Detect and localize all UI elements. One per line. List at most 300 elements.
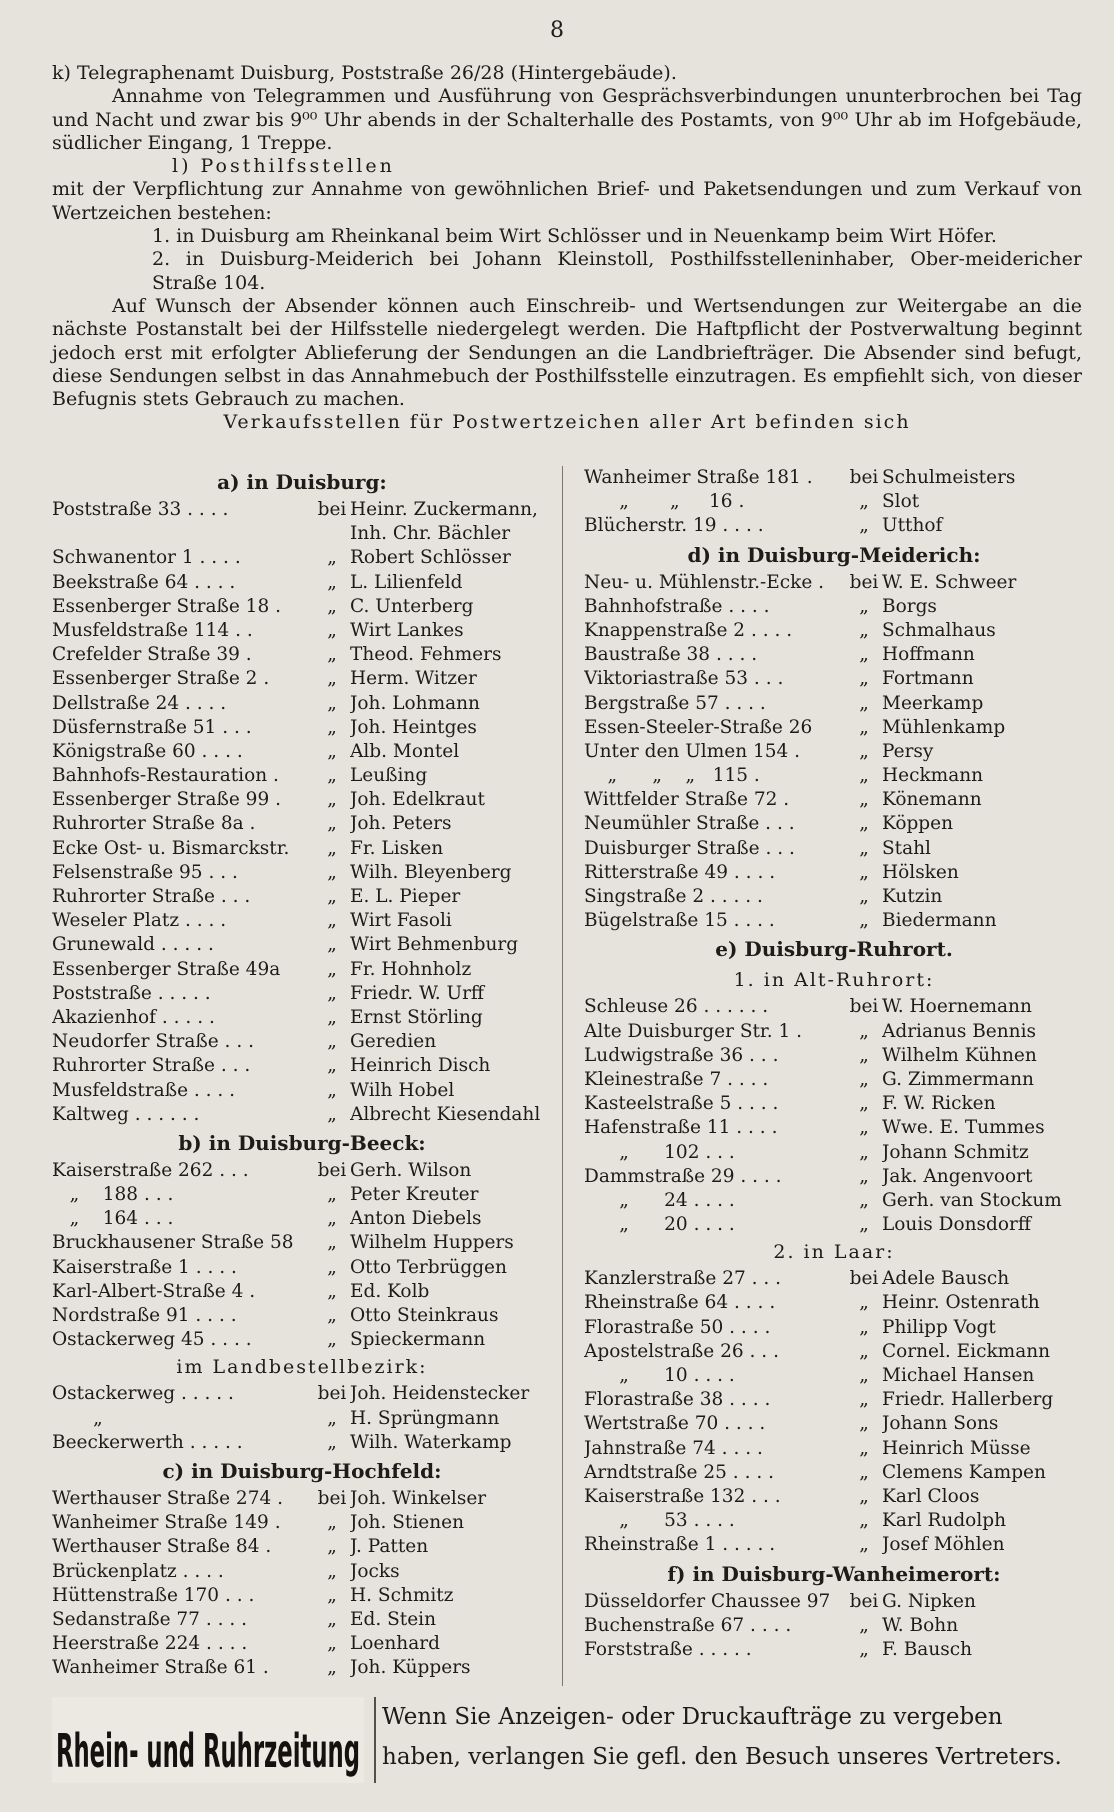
- street-address: Knappenstraße 2 . . . .: [584, 619, 793, 641]
- vendor-name: Jak. Angenvoort: [882, 1165, 1033, 1187]
- vendor-name: Anton Diebels: [350, 1208, 482, 1230]
- street-address: Heerstraße 224 . . . .: [52, 1633, 248, 1655]
- vendor-name: Adrianus Bennis: [882, 1020, 1036, 1042]
- street-address: Akazienhof . . . . .: [52, 1006, 215, 1028]
- ad-line-1: Wenn Sie Anzeigen- oder Druckaufträge zu vergeben: [382, 1704, 1003, 1730]
- vendor-name: W. Hoernemann: [882, 996, 1032, 1018]
- vendor-name: Fr. Hohnholz: [350, 958, 472, 980]
- street-address: Buchenstraße 67 . . . .: [584, 1614, 792, 1636]
- street-address: Neumühler Straße . . .: [584, 813, 795, 835]
- vendor-name: Schmalhaus: [882, 619, 996, 641]
- listing-row: [52, 1487, 552, 1511]
- bei-marker: „: [327, 619, 337, 641]
- bei-marker: „: [859, 1316, 869, 1338]
- vendor-name: Joh. Stienen: [350, 1512, 464, 1534]
- vendor-name: Theod. Fehmers: [350, 644, 502, 666]
- vendor-name: Utthof: [882, 515, 943, 537]
- listing-row: [52, 1079, 552, 1103]
- telegraph-heading: k) Telegraphenamt Duisburg, Poststraße 26/28 (Hintergebäude).: [52, 62, 677, 84]
- listing-row: [52, 716, 552, 740]
- vendor-name: Heinr. Ostenrath: [882, 1292, 1040, 1314]
- listing-row: [584, 692, 1084, 716]
- page-number: 8: [550, 18, 564, 43]
- street-address: Ostackerweg 45 . . . .: [52, 1329, 252, 1351]
- bei-marker: „: [859, 1117, 869, 1139]
- vendor-name: Wirt Lankes: [350, 619, 464, 641]
- listing-row: [584, 909, 1084, 933]
- bei-marker: „: [327, 1256, 337, 1278]
- vendor-name: Wilh. Waterkamp: [350, 1431, 512, 1453]
- vendor-name: L. Lilienfeld: [350, 571, 463, 593]
- bei-marker: „: [327, 668, 337, 690]
- listing-row: [52, 595, 552, 619]
- vendor-name: Loenhard: [350, 1633, 440, 1655]
- vendor-name: Louis Donsdorff: [882, 1214, 1031, 1236]
- listing-row: [52, 1584, 552, 1608]
- listing-row: [584, 1267, 1084, 1291]
- bei-marker: „: [327, 837, 337, 859]
- street-address: Ruhrorter Straße 8a .: [52, 813, 256, 835]
- bei-marker: „: [859, 789, 869, 811]
- listing-row: [52, 909, 552, 933]
- bei-marker: „: [859, 1461, 869, 1483]
- street-address: Kanzlerstraße 27 . . .: [584, 1268, 782, 1290]
- street-address: Rheinstraße 64 . . . .: [584, 1292, 776, 1314]
- bei-marker: „: [327, 1184, 337, 1206]
- bei-marker: „: [327, 910, 337, 932]
- street-address: Wanheimer Straße 181 .: [584, 467, 813, 488]
- street-address: Dammstraße 29 . . . .: [584, 1165, 782, 1187]
- bei-marker: „: [327, 813, 337, 835]
- street-address: Kasteelstraße 5 . . . .: [584, 1093, 779, 1115]
- vendor-name: Ed. Stein: [350, 1608, 436, 1630]
- bei-marker: „: [859, 595, 869, 617]
- street-address: Essenberger Straße 99 .: [52, 789, 281, 811]
- bei-marker: „: [327, 595, 337, 617]
- district-heading: d) in Duisburg-Meiderich:: [687, 542, 981, 567]
- vendor-name: F. W. Ricken: [882, 1093, 996, 1115]
- vendor-name: Slot: [882, 491, 920, 513]
- listing-row: [584, 1189, 1084, 1213]
- listing-row: [52, 982, 552, 1006]
- listing-row: [52, 788, 552, 812]
- listing-row: [584, 1533, 1084, 1557]
- listing-row: [584, 1614, 1084, 1638]
- intro-section: [52, 62, 1082, 435]
- bei-marker: „: [327, 1006, 337, 1028]
- vendor-name: Heinrich Müsse: [882, 1437, 1031, 1459]
- bei-marker: „: [327, 716, 337, 738]
- bei-marker: „: [327, 982, 337, 1004]
- street-address: Kaiserstraße 132 . . .: [584, 1485, 781, 1507]
- vendor-name: Michael Hansen: [882, 1365, 1035, 1386]
- bei-marker: [314, 522, 350, 546]
- street-address: „ 102 . . .: [584, 1141, 735, 1163]
- street-address: Bergstraße 57 . . . .: [584, 692, 766, 714]
- listing-row: [52, 546, 552, 570]
- street-address: „: [52, 1407, 103, 1429]
- listing-row: [52, 1030, 552, 1054]
- street-address: Weseler Platz . . . .: [52, 910, 227, 932]
- listing-row: [584, 788, 1084, 812]
- vendor-name: Wilh Hobel: [350, 1079, 455, 1101]
- vendor-name: J. Patten: [350, 1536, 429, 1558]
- bei-marker: „: [327, 1512, 337, 1534]
- listing-row: [52, 619, 552, 643]
- street-address: Karl-Albert-Straße 4 .: [52, 1280, 256, 1302]
- vendor-name: Biedermann: [882, 910, 997, 932]
- street-address: Alte Duisburger Str. 1 .: [584, 1020, 803, 1042]
- street-address: Wanheimer Straße 149 .: [52, 1512, 281, 1534]
- district-heading: b) in Duisburg-Beeck:: [178, 1130, 426, 1155]
- vendor-name: Philipp Vogt: [882, 1316, 996, 1338]
- bei-marker: „: [327, 1055, 337, 1077]
- vendor-name: Schulmeisters: [882, 467, 1016, 488]
- bei-marker: „: [859, 1389, 869, 1411]
- bei-marker: „: [859, 813, 869, 835]
- street-address: Düsfernstraße 51 . . .: [52, 716, 252, 738]
- vendor-name: Geredien: [350, 1031, 437, 1053]
- vendor-name: Adele Bausch: [882, 1268, 1010, 1290]
- listing-row: [584, 1590, 1084, 1614]
- street-address: Blücherstr. 19 . . . .: [584, 515, 764, 537]
- listing-row: [584, 812, 1084, 836]
- bei-marker: „: [859, 1044, 869, 1066]
- listing-row: [584, 619, 1084, 643]
- listing-row: [52, 1407, 552, 1431]
- logo-text: Rhein- und Ruhrzeitung: [56, 1724, 360, 1778]
- street-address: Jahnstraße 74 . . . .: [584, 1437, 763, 1459]
- bei-marker: „: [327, 1280, 337, 1302]
- listing-row: [584, 490, 1084, 514]
- listing-row: [584, 764, 1084, 788]
- bei-marker: „: [327, 1031, 337, 1053]
- street-address: Schleuse 26 . . . . . .: [584, 996, 769, 1018]
- street-address: Wittfelder Straße 72 .: [584, 789, 790, 811]
- vendor-name: Gerh. van Stockum: [882, 1189, 1062, 1211]
- vendor-name: E. L. Pieper: [350, 886, 461, 907]
- listing-row: [52, 812, 552, 836]
- listing-row: [584, 1141, 1084, 1165]
- street-address: Musfeldstraße . . . .: [52, 1079, 236, 1101]
- listing-row: [52, 1103, 552, 1127]
- listing-row: [52, 571, 552, 595]
- vendor-name: Heinrich Disch: [350, 1055, 491, 1077]
- bei-marker: „: [327, 1584, 337, 1606]
- street-address: Essenberger Straße 18 .: [52, 595, 281, 617]
- street-address: Essen-Steeler-Straße 26: [584, 716, 813, 738]
- vendor-name: Persy: [882, 740, 934, 762]
- street-address: Essenberger Straße 49a: [52, 958, 281, 980]
- vendor-name: Josef Möhlen: [882, 1534, 1005, 1556]
- street-address: Dellstraße 24 . . . .: [52, 692, 227, 714]
- bei-marker: „: [859, 619, 869, 641]
- vendor-name: Ernst Störling: [350, 1006, 483, 1028]
- listing-row: [584, 995, 1084, 1019]
- street-address: „ 24 . . . .: [584, 1189, 735, 1211]
- bei-marker: „: [327, 1329, 337, 1351]
- bei-marker: „: [859, 1340, 869, 1362]
- bei-marker: „: [859, 644, 869, 666]
- bei-marker: „: [327, 886, 337, 907]
- listing-row: [584, 740, 1084, 764]
- bei-marker: „: [327, 740, 337, 762]
- vendor-name: Joh. Peters: [350, 813, 452, 835]
- listing-row: [52, 861, 552, 885]
- listing-row: [52, 522, 552, 546]
- vendor-name: Peter Kreuter: [350, 1184, 479, 1206]
- bei-marker: „: [859, 886, 869, 907]
- vendor-name: Heckmann: [882, 765, 984, 787]
- bei-marker: „: [859, 1437, 869, 1459]
- vendor-name: Cornel. Eickmann: [882, 1340, 1051, 1362]
- street-address: Arndtstraße 25 . . . .: [584, 1461, 774, 1483]
- street-address: Viktoriastraße 53 . . .: [584, 668, 784, 690]
- subdistrict-heading: 2. in Laar:: [773, 1241, 895, 1264]
- bei-marker: „: [859, 765, 869, 787]
- hilfsstelle-item-1: 1. in Duisburg am Rheinkanal beim Wirt Schlösser und in Neuenkamp beim Wirt Höfer.: [152, 225, 997, 248]
- bei-marker: „: [327, 1079, 337, 1101]
- vendor-name: Joh. Edelkraut: [350, 789, 485, 811]
- bei-marker: „: [327, 1657, 337, 1679]
- vendor-name: Fortmann: [882, 668, 974, 690]
- street-address: Neu- u. Mühlenstr.-Ecke .: [584, 571, 825, 593]
- bei-marker: „: [859, 515, 869, 537]
- listing-row: [52, 1535, 552, 1559]
- vendor-name: Inh. Chr. Bächler: [350, 523, 511, 545]
- street-address: Florastraße 50 . . . .: [584, 1316, 771, 1338]
- vendor-name: Spieckermann: [350, 1329, 486, 1351]
- listing-row: [52, 1632, 552, 1656]
- street-address: Ostackerweg . . . . .: [52, 1383, 234, 1405]
- vendor-name: Gerh. Wilson: [350, 1159, 472, 1181]
- hilfsstelle-item-2: 2. in Duisburg-Meiderich bei Johann Kleinstoll, Posthilfsstelleninhaber, Ober-meidericher Straße 104.: [152, 248, 1082, 294]
- street-address: „ 188 . . .: [52, 1184, 174, 1206]
- bei-marker: „: [327, 692, 337, 714]
- bei-marker: „: [327, 1536, 337, 1558]
- bei-marker: „: [859, 1365, 869, 1386]
- street-address: „ 164 . . .: [52, 1208, 174, 1230]
- bei-marker: „: [327, 1232, 337, 1254]
- bei-marker: „: [327, 547, 337, 569]
- vendor-name: Joh. Lohmann: [350, 692, 480, 714]
- street-address: Hafenstraße 11 . . . .: [584, 1117, 778, 1139]
- vendor-name: Otto Steinkraus: [350, 1305, 499, 1326]
- vendor-name: Fr. Lisken: [350, 837, 444, 859]
- bei-marker: „: [859, 1510, 869, 1532]
- listing-row: [52, 643, 552, 667]
- street-address: Ludwigstraße 36 . . .: [584, 1044, 779, 1066]
- listing-row: [584, 716, 1084, 740]
- district-heading: f) in Duisburg-Wanheimerort:: [667, 1561, 1001, 1586]
- street-address: Kaltweg . . . . . .: [52, 1103, 200, 1125]
- listing-row: [52, 1560, 552, 1584]
- street-address: Neudorfer Straße . . .: [52, 1031, 254, 1053]
- street-address: Bruckhausener Straße 58: [52, 1232, 294, 1254]
- listing-row: [52, 692, 552, 716]
- listing-row: [584, 1092, 1084, 1116]
- vendor-name: Wwe. E. Tummes: [882, 1117, 1045, 1139]
- listing-row: [584, 1044, 1084, 1068]
- street-address: Kaiserstraße 1 . . . .: [52, 1256, 237, 1278]
- listing-row: [52, 885, 552, 909]
- street-address: Kaiserstraße 262 . . .: [52, 1159, 249, 1181]
- advertisement-text: [374, 1697, 1114, 1783]
- vendor-name: Joh. Winkelser: [350, 1487, 487, 1509]
- street-address: Werthauser Straße 274 .: [52, 1487, 283, 1509]
- bei-marker: bei: [317, 1159, 347, 1181]
- bei-marker: bei: [849, 1268, 879, 1290]
- listing-row: [52, 1054, 552, 1078]
- listing-row: [52, 1183, 552, 1207]
- street-address: Duisburger Straße . . .: [584, 837, 795, 859]
- listing-row: [584, 571, 1084, 595]
- listing-row: [52, 1159, 552, 1183]
- bei-marker: „: [327, 1208, 337, 1230]
- street-address: Ruhrorter Straße . . .: [52, 1055, 251, 1077]
- vendor-name: Johann Sons: [882, 1413, 999, 1435]
- vendor-name: Wilhelm Kühnen: [882, 1044, 1037, 1066]
- street-address: Schwanentor 1 . . . .: [52, 547, 241, 569]
- listing-row: [52, 1207, 552, 1231]
- column-divider: [562, 466, 563, 1686]
- vendor-name: Joh. Heidenstecker: [350, 1383, 530, 1405]
- listing-row: [584, 1412, 1084, 1436]
- bei-marker: „: [327, 1305, 337, 1326]
- rhein-ruhrzeitung-logo: [52, 1697, 364, 1783]
- vendor-name: Wilhelm Huppers: [350, 1232, 514, 1254]
- street-address: Ritterstraße 49 . . . .: [584, 861, 776, 883]
- vendor-name: Könemann: [882, 789, 982, 811]
- vendor-name: Otto Terbrüggen: [350, 1256, 507, 1278]
- street-address: Unter den Ulmen 154 .: [584, 740, 801, 762]
- vendor-name: C. Unterberg: [350, 595, 474, 617]
- bei-marker: bei: [849, 996, 879, 1018]
- vendor-name: H. Sprüngmann: [350, 1407, 500, 1429]
- listing-row: [584, 837, 1084, 861]
- vendor-name: W. E. Schweer: [882, 571, 1017, 593]
- vendor-name: G. Nipken: [882, 1590, 976, 1612]
- telegram-paragraph: Annahme von Telegrammen und Ausführung von Gesprächsverbindungen ununterbrochen bei Tag und Nacht und zwar bis 9⁰⁰ Uhr abends in der Schalterhalle des Postamts, von 9⁰⁰ Uhr ab im Hofgebäude, südlicher Eingang, 1 Treppe.: [52, 85, 1082, 154]
- bei-marker: bei: [317, 499, 347, 520]
- bei-marker: „: [327, 789, 337, 811]
- listing-row: [52, 1304, 552, 1328]
- listing-row: [52, 1231, 552, 1255]
- listing-row: [584, 1509, 1084, 1533]
- bei-marker: „: [327, 958, 337, 980]
- vendor-name: Borgs: [882, 595, 937, 617]
- bei-marker: „: [859, 716, 869, 738]
- listing-row: [584, 1437, 1084, 1461]
- vendor-name: Jocks: [350, 1560, 400, 1582]
- vendor-name: Hoffmann: [882, 644, 975, 666]
- bei-marker: bei: [317, 1487, 347, 1509]
- vendor-name: Kutzin: [882, 886, 943, 907]
- vendor-name: W. Bohn: [882, 1614, 959, 1636]
- street-address: „ 20 . . . .: [584, 1214, 735, 1236]
- listing-row: [52, 1511, 552, 1535]
- bei-marker: bei: [849, 1590, 879, 1612]
- street-address: Poststraße 33 . . . .: [52, 499, 229, 520]
- listing-row: [52, 1656, 552, 1680]
- bei-marker: „: [327, 934, 337, 956]
- posthilfsstellen-title: l) Posthilfsstellen: [172, 155, 395, 178]
- listing-row: [52, 498, 552, 522]
- listing-row: [584, 1213, 1084, 1237]
- listing-row: [52, 1006, 552, 1030]
- vendor-name: Wirt Fasoli: [350, 910, 452, 932]
- street-address: Hüttenstraße 170 . . .: [52, 1584, 255, 1606]
- vendor-name: Wirt Behmenburg: [350, 934, 519, 956]
- bei-marker: „: [859, 861, 869, 883]
- vendor-name: Karl Cloos: [882, 1485, 980, 1507]
- listing-row: [584, 885, 1084, 909]
- street-address: Königstraße 60 . . . .: [52, 740, 243, 762]
- listing-row: [584, 1638, 1084, 1662]
- street-address: „ 53 . . . .: [584, 1510, 735, 1532]
- posthilfsstellen-paragraph: mit der Verpflichtung zur Annahme von gewöhnlichen Brief- und Paketsendungen und zum Verkauf von Wertzeichen bestehen:: [52, 178, 1082, 224]
- vendor-name: Wilh. Bleyenberg: [350, 861, 512, 883]
- vendor-name: Ed. Kolb: [350, 1280, 430, 1302]
- listing-row: [52, 837, 552, 861]
- bei-marker: „: [859, 1214, 869, 1236]
- listing-row: [52, 1431, 552, 1455]
- listing-row: [52, 764, 552, 788]
- listing-row: [584, 1068, 1084, 1092]
- street-address: Wanheimer Straße 61 .: [52, 1657, 269, 1679]
- district-heading: c) in Duisburg-Hochfeld:: [162, 1458, 442, 1483]
- subdistrict-heading: im Landbestellbezirk:: [176, 1356, 428, 1379]
- street-address: Florastraße 38 . . . .: [584, 1389, 771, 1411]
- listing-row: [584, 1340, 1084, 1364]
- bei-marker: „: [327, 571, 337, 593]
- street-address: Baustraße 38 . . . .: [584, 644, 758, 666]
- vendor-name: Alb. Montel: [350, 740, 460, 762]
- listing-row: [584, 1116, 1084, 1140]
- advertisement-footer: [52, 1697, 1082, 1783]
- street-address: „ 10 . . . .: [584, 1365, 735, 1386]
- bei-marker: „: [859, 1093, 869, 1115]
- bei-marker: „: [859, 1485, 869, 1507]
- vendor-name: Stahl: [882, 837, 931, 859]
- street-address: Werthauser Straße 84 .: [52, 1536, 272, 1558]
- street-address: Beeckerwerth . . . . .: [52, 1431, 243, 1453]
- bei-marker: „: [859, 1189, 869, 1211]
- bei-marker: „: [859, 1141, 869, 1163]
- bei-marker: „: [859, 837, 869, 859]
- vendor-name: Heinr. Zuckermann,: [350, 499, 538, 520]
- bei-marker: „: [859, 1534, 869, 1556]
- vendor-name: G. Zimmermann: [882, 1068, 1034, 1090]
- vendor-name: F. Bausch: [882, 1638, 973, 1660]
- listing-row: [52, 1280, 552, 1304]
- bei-marker: „: [859, 910, 869, 932]
- street-address: „ „ „ 115 .: [584, 765, 760, 787]
- street-address: „ „ 16 .: [584, 491, 745, 513]
- street-address: Singstraße 2 . . . . .: [584, 886, 763, 907]
- listing-row: [584, 1461, 1084, 1485]
- vendor-name: Herm. Witzer: [350, 668, 477, 690]
- bei-marker: bei: [317, 1383, 347, 1405]
- vendor-name: Clemens Kampen: [882, 1461, 1046, 1483]
- listing-row: [584, 861, 1084, 885]
- vendor-name: H. Schmitz: [350, 1584, 454, 1606]
- listing-row: [584, 595, 1084, 619]
- street-address: Bahnhofs-Restauration .: [52, 765, 279, 787]
- verkaufsstellen-title: Verkaufsstellen für Postwertzeichen aller Art befinden sich: [223, 411, 911, 434]
- street-address: Bahnhofstraße . . . .: [584, 595, 770, 617]
- street-address: Felsenstraße 95 . . .: [52, 861, 238, 883]
